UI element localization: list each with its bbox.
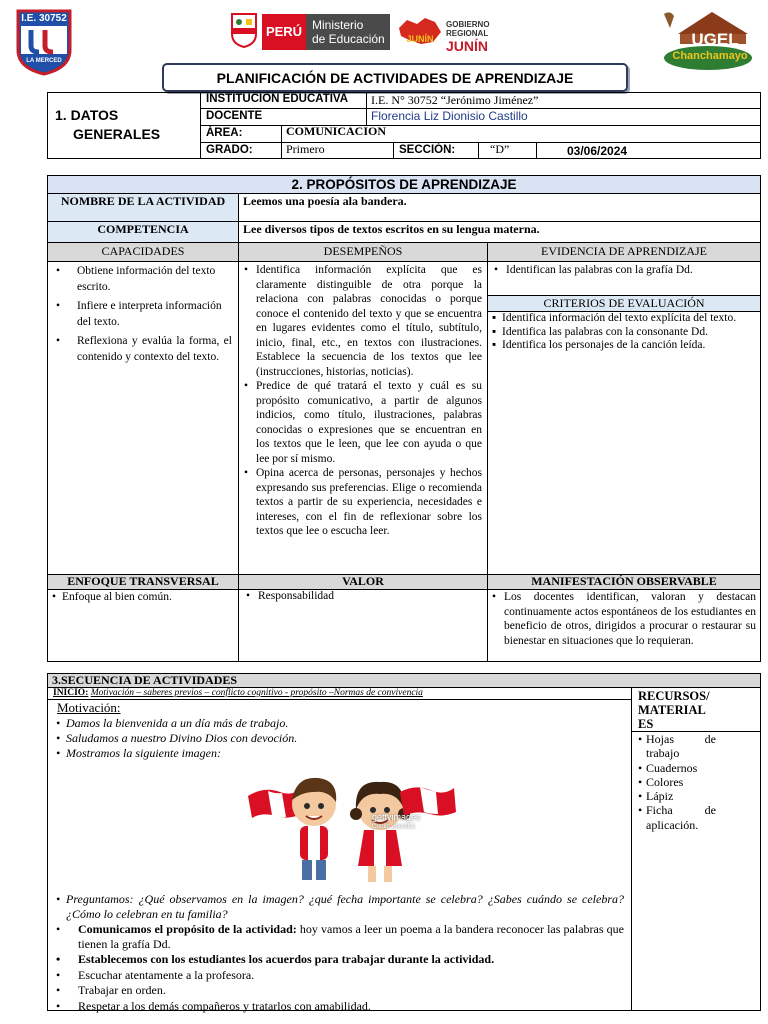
motivacion-list [52,716,622,761]
area-value: COMUNICACION [286,124,386,138]
comunicamos-item [52,922,624,951]
evidencia-list [490,263,756,277]
peru-label: PERÚ [262,14,306,50]
comunicamos-label: Comunicamos el propósito de la actividad: [78,922,297,936]
nombre-label: NOMBRE DE LA ACTIVIDAD [48,194,238,221]
datos-label-2: GENERALES [73,126,161,142]
ministry-line-2: de Educación [312,32,385,46]
region-line-1: GOBIERNO REGIONAL [446,20,490,38]
desempeno-item: • Opina acerca de personas, personajes y hechos expresando sus preferencias. Elige o recomienda textos a partir de su experiencia, necesidades e intereses, con el fin de reflexionar sobre los textos que lee o escucha leer. [240,466,482,539]
recursos-header-3: ES [638,717,654,731]
desempeno-item: • Predice de qué tratará el texto y cuál es su propósito comunicativo, a partir de algunos indicios, como título, ilustraciones, palabras conocidas o expresiones que se encuentran en los textos que le leen, que lee con ayuda o que lee por sí mismo. [240,379,482,466]
ugel-label-2: Chanchamayo [672,50,748,62]
capacidad-item: • Reflexiona y evalúa la forma, el contenido y contexto del texto. [52,333,232,365]
ugel-logo [660,8,756,70]
seccion-value: “D” [490,142,510,156]
recurso-item: • Cuadernos [634,761,716,775]
fecha-value: 03/06/2024 [567,144,628,158]
recursos-header-2: MATERIAL [638,703,706,717]
recurso-item: • Hojas de trabajo [634,732,716,761]
school-logo [15,8,73,76]
capacidad-item: • Infiere e interpreta información del texto. [52,298,232,330]
docente-value: Florencia Liz Dionisio Castillo [371,109,528,123]
norma-item: • Respetar a los demás compañeros y tratarlos con amabilidad. [52,999,624,1014]
docente-label: DOCENTE [206,110,263,122]
comunicamos-text: hoy vamos a leer un poema a la bandera reconocer las palabras que tienen la grafía Dd. [78,922,624,951]
capacidad-item: • Obtiene información del texto escrito. [52,263,232,295]
desempenos-header: DESEMPEÑOS [239,243,487,261]
junin-map-text: JUNÍN [406,34,434,44]
actividades-list [52,892,624,1013]
seccion-label: SECCIÓN: [399,144,456,156]
school-logo-sub: LA MERCED [26,58,62,64]
institucion-value: I.E. N° 30752 “Jerónimo Jiménez” [371,93,539,107]
peru-shield-icon [230,12,258,48]
secuencia-title: 3.SECUENCIA DE ACTIVIDADES [48,674,760,687]
competencia-value: Lee diversos tipos de textos escritos en su lengua materna. [243,222,540,236]
preguntamos-item: • Preguntamos: ¿Qué observamos en la imagen? ¿qué fecha importante se celebra? ¿Sabes cuándo se celebra? ¿Cómo lo celebran en tu familia? [52,892,624,921]
valor-item: • Responsabilidad [242,590,482,602]
recursos-header [638,689,756,731]
datos-label-1: 1. DATOS [55,107,119,123]
recursos-list [634,732,716,832]
image-credit: Credit: yiberaki1 [372,824,416,830]
competencia-label: COMPETENCIA [48,222,238,242]
recursos-header-1: RECURSOS/ [638,689,710,703]
acuerdos-item: • Establecemos con los estudiantes los acuerdos para trabajar durante la actividad. [52,952,624,967]
grado-value: Primero [286,142,325,156]
evidencia-item: • Identifican las palabras con la grafía Dd. [490,263,756,277]
motivacion-item: • Damos la bienvenida a un día más de trabajo. [52,716,622,731]
children-flags-image [240,762,465,890]
enfoque-item: • Enfoque al bien común. [48,591,234,603]
norma-item: • Escuchar atentamente a la profesora. [52,968,624,983]
region-line-2: JUNÍN [446,38,489,54]
recurso-item: • Colores [634,775,716,789]
region-badge [446,16,530,54]
inicio-line [53,688,628,698]
ministry-badge [306,14,390,50]
valor-list [242,590,482,602]
image-watermark: gettyimages [372,812,421,822]
ministry-line-1: Ministerio [312,18,364,32]
motivacion-item: • Saludamos a nuestro Divino Dios con devoción. [52,731,622,746]
manifestacion-header: MANIFESTACIÓN OBSERVABLE [488,575,760,589]
evidencia-header: EVIDENCIA DE APRENDIZAJE [488,243,760,261]
datos-section-label [55,106,195,144]
desempenos-list [240,263,482,539]
institucion-label: INSTITUCION EDUCATIVA [206,93,349,105]
valor-header: VALOR [239,575,487,589]
criterio-item: ▪ Identifica información del texto explícita del texto. [490,312,754,326]
inicio-text: Motivación – saberes previos – conflicto cognitivo - propósito –Normas de convivencia [90,688,423,698]
inicio-label: INICIO: [53,688,89,698]
page-title: PLANIFICACIÓN DE ACTIVIDADES DE APRENDIZAJE [162,63,628,92]
grado-label: GRADO: [206,144,253,156]
capacidades-header: CAPACIDADES [48,243,238,261]
recurso-item: • Ficha de aplicación. [634,803,716,832]
recurso-item: • Lápiz [634,789,716,803]
junin-map-icon [395,14,445,50]
school-logo-text: I.E. 30752 [21,13,67,24]
capacidades-list [52,263,232,365]
propositos-title: 2. PROPÓSITOS DE APRENDIZAJE [48,176,760,193]
area-label: ÁREA: [206,127,243,139]
enfoque-list [48,591,234,603]
norma-item: • Trabajar en orden. [52,983,624,998]
ugel-label-1: UGEL [691,30,739,49]
nombre-value: Leemos una poesía ala bandera. [243,194,407,208]
criterio-item: ▪ Identifica las palabras con la consonante Dd. [490,326,754,340]
motivacion-label: Motivación: [57,700,121,715]
criterios-header: CRITERIOS DE EVALUACIÓN [488,296,760,311]
manifestacion-item: • Los docentes identifican, valoran y destacan continuamente actos espontáneos de los estudiantes en beneficio de otros, dirigidos a procurar o restaurar su bienestar en situaciones que lo requieran. [488,590,756,648]
motivacion-item: • Mostramos la siguiente imagen: [52,746,622,761]
criterios-list [490,312,754,353]
criterio-item: ▪ Identifica los personajes de la canción leída. [490,339,754,353]
enfoque-header: ENFOQUE TRANSVERSAL [48,575,238,589]
manifestacion-list [488,590,756,648]
desempeno-item: • Identifica información explícita que es claramente distinguible de otra porque la relaciona con palabras conocidas o porque conoce el contenido del texto y que se encuentra en lugares evidentes como el título, subtítulo, inicio, final, etc., en textos con ilustraciones. Establece la secuencia de los textos que lee (instrucciones, historias, noticias). [240,263,482,379]
